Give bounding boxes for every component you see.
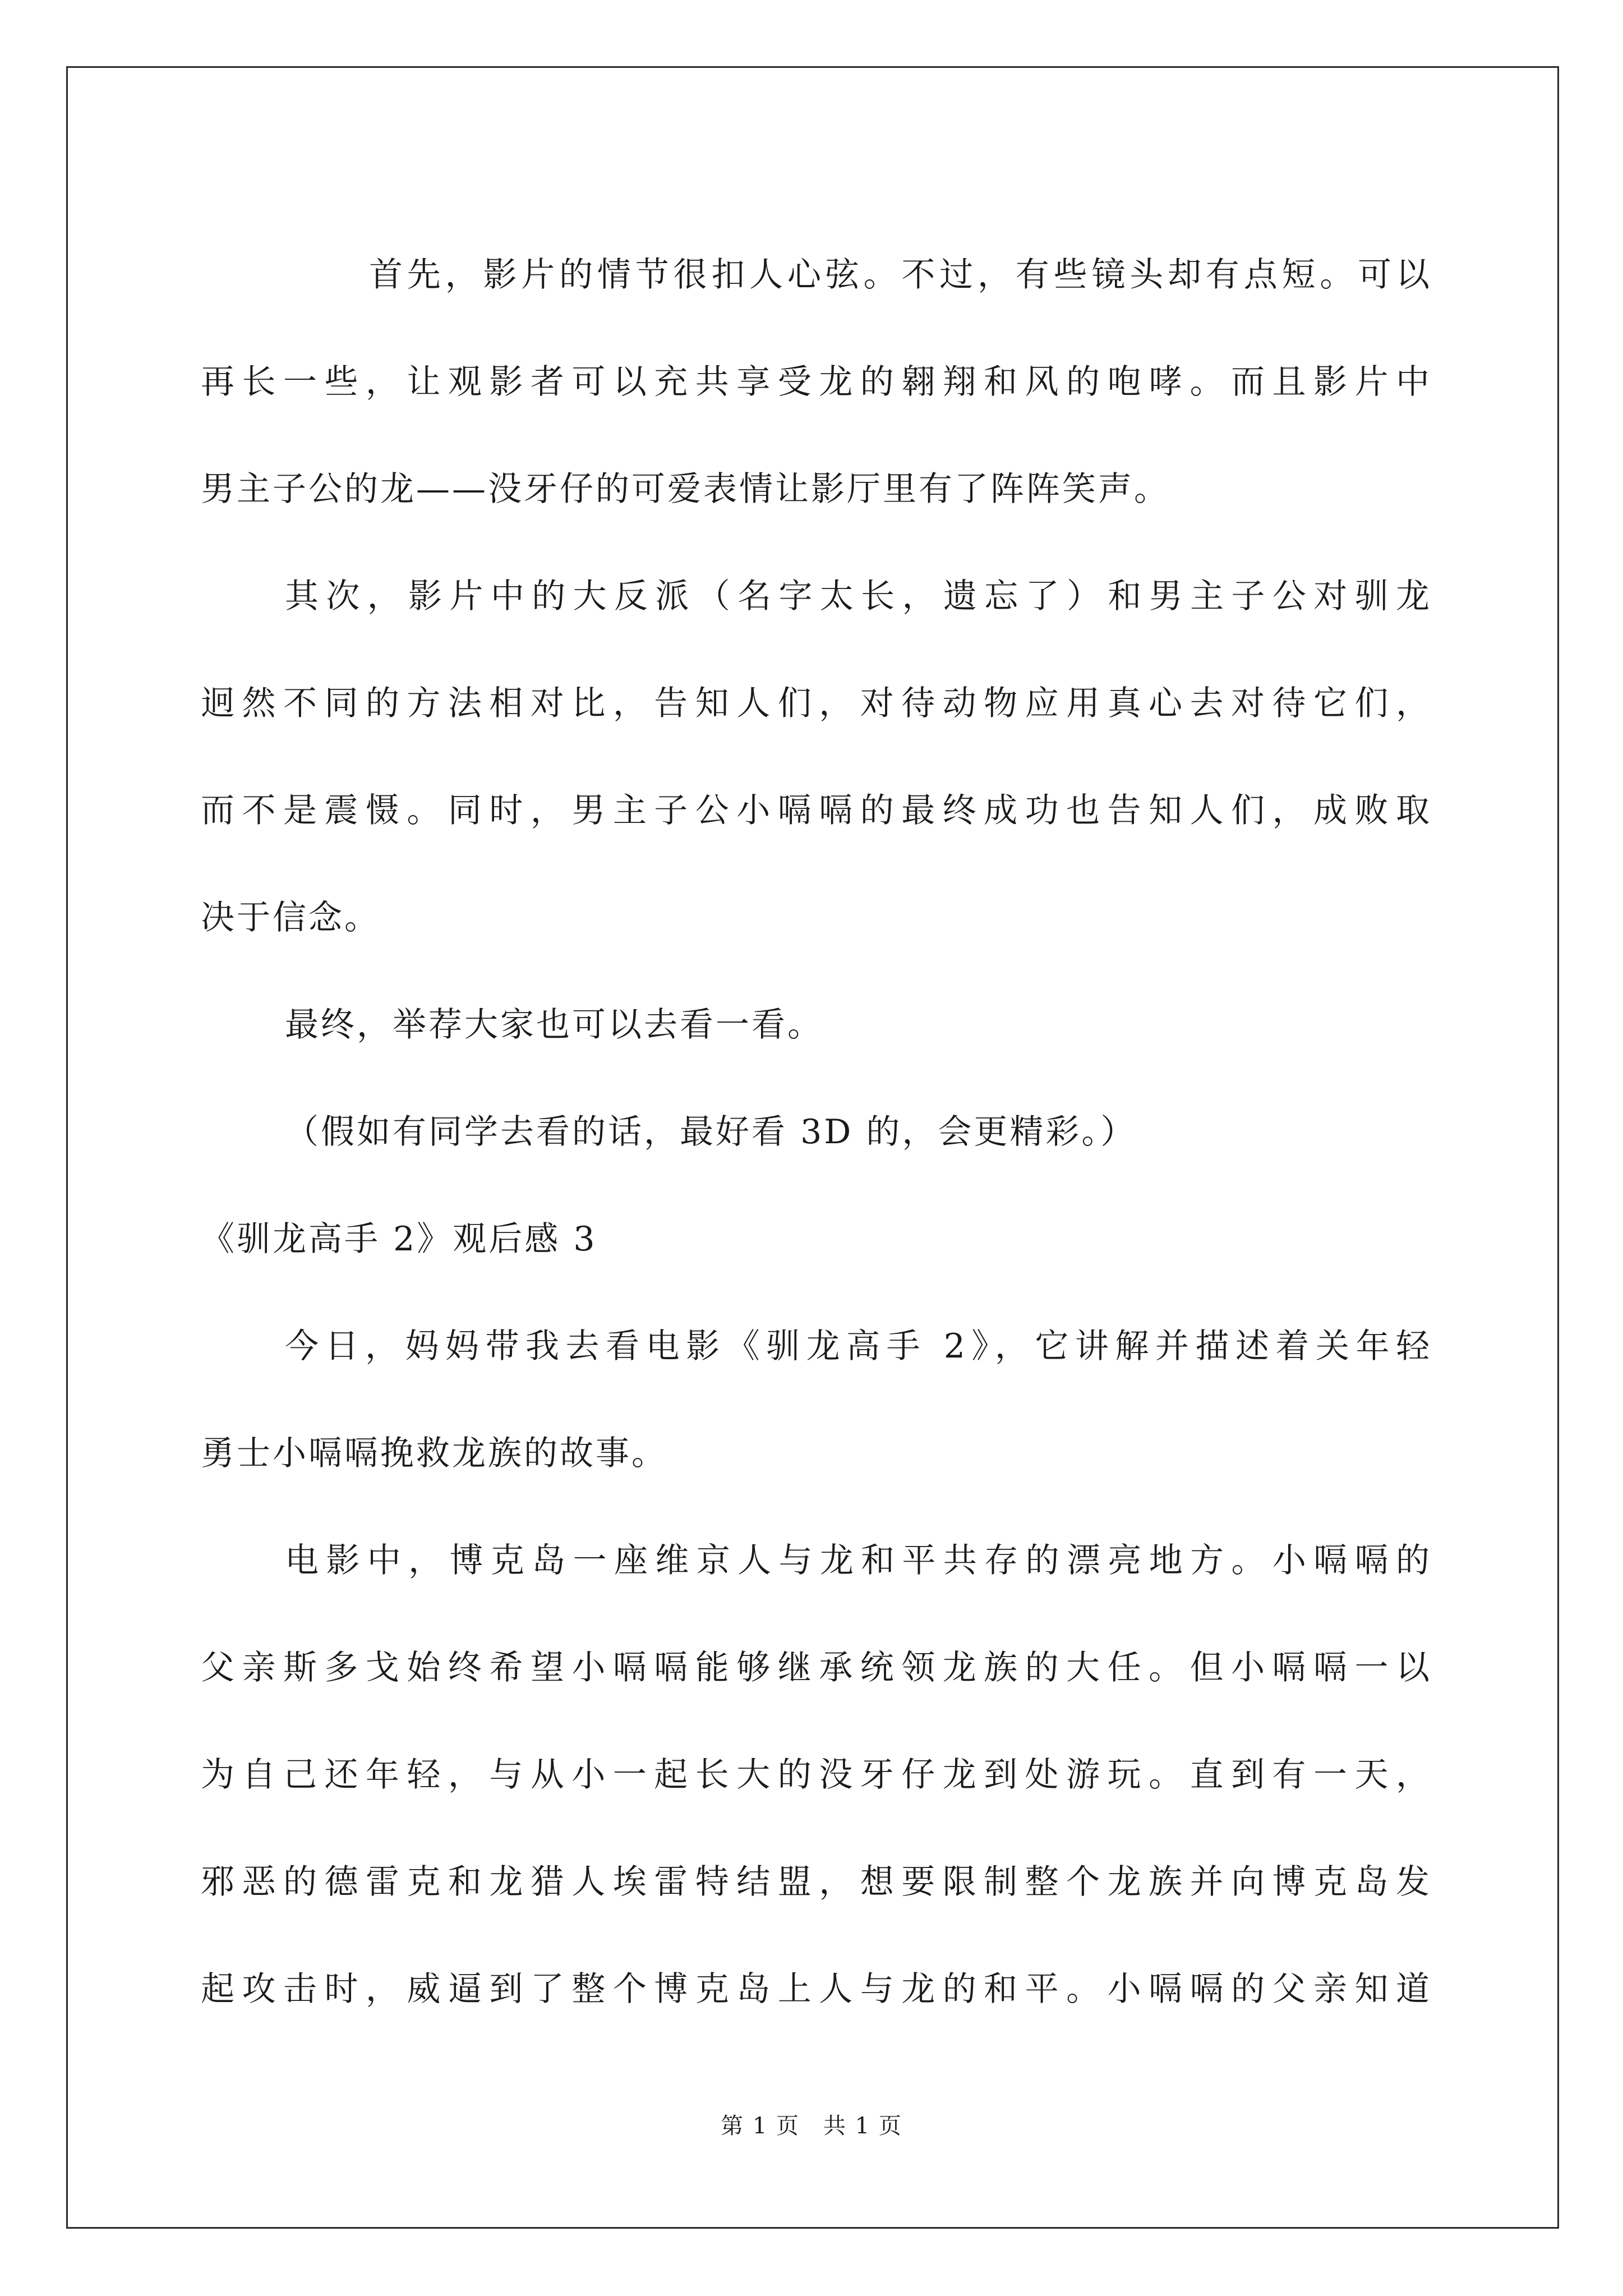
text-line: 最终，举荐大家也可以去看一看。 xyxy=(285,1005,823,1045)
text-line: 邪恶的德雷克和龙猎人埃雷特结盟，想要限制整个龙族并向博克岛发 xyxy=(201,1862,1432,1902)
section-heading: 《驯龙高手 2》观后感 3 xyxy=(201,1220,597,1259)
text-line: 再长一些，让观影者可以充共享受龙的翱翔和风的咆哮。而且影片中 xyxy=(201,362,1432,402)
page-footer: 第 1 页 共 1 页 xyxy=(721,2113,902,2139)
text-line: 迥然不同的方法相对比，告知人们，对待动物应用真心去对待它们， xyxy=(201,684,1432,723)
text-line: 勇士小嗝嗝挽救龙族的故事。 xyxy=(201,1434,667,1473)
paragraph-6 xyxy=(201,1507,1432,2043)
text-line: 男主子公的龙——没牙仔的可爱表情让影厅里有了阵阵笑声。 xyxy=(201,470,1170,509)
text-line: 父亲斯多戈始终希望小嗝嗝能够继承统领龙族的大任。但小嗝嗝一以 xyxy=(201,1648,1432,1687)
paragraph-5 xyxy=(201,1293,1432,1507)
text-line: 为自己还年轻，与从小一起长大的没牙仔龙到处游玩。直到有一天， xyxy=(201,1755,1432,1795)
document-body xyxy=(201,222,1432,2043)
text-line: 而不是震慑。同时，男主子公小嗝嗝的最终成功也告知人们，成败取 xyxy=(201,791,1432,830)
paragraph-3 xyxy=(201,972,1432,1079)
text-line: 电影中，博克岛一座维京人与龙和平共存的漂亮地方。小嗝嗝的 xyxy=(285,1541,1432,1580)
paragraph-4 xyxy=(201,1079,1432,1186)
text-line: 其次，影片中的大反派（名字太长，遗忘了）和男主子公对驯龙 xyxy=(285,577,1432,616)
text-line: 决于信念。 xyxy=(201,898,380,937)
paragraph-2 xyxy=(201,543,1432,972)
text-line: 首先，影片的情节很扣人心弦。不过，有些镜头却有点短。可以 xyxy=(369,255,1432,295)
text-line: 起攻击时，威逼到了整个博克岛上人与龙的和平。小嗝嗝的父亲知道 xyxy=(201,1970,1432,2009)
paragraph-1 xyxy=(201,222,1432,543)
text-line: （假如有同学去看的话，最好看 3D 的，会更精彩。） xyxy=(285,1112,1137,1152)
text-line: 今日，妈妈带我去看电影《驯龙高手 2》，它讲解并描述着关年轻 xyxy=(285,1327,1432,1366)
